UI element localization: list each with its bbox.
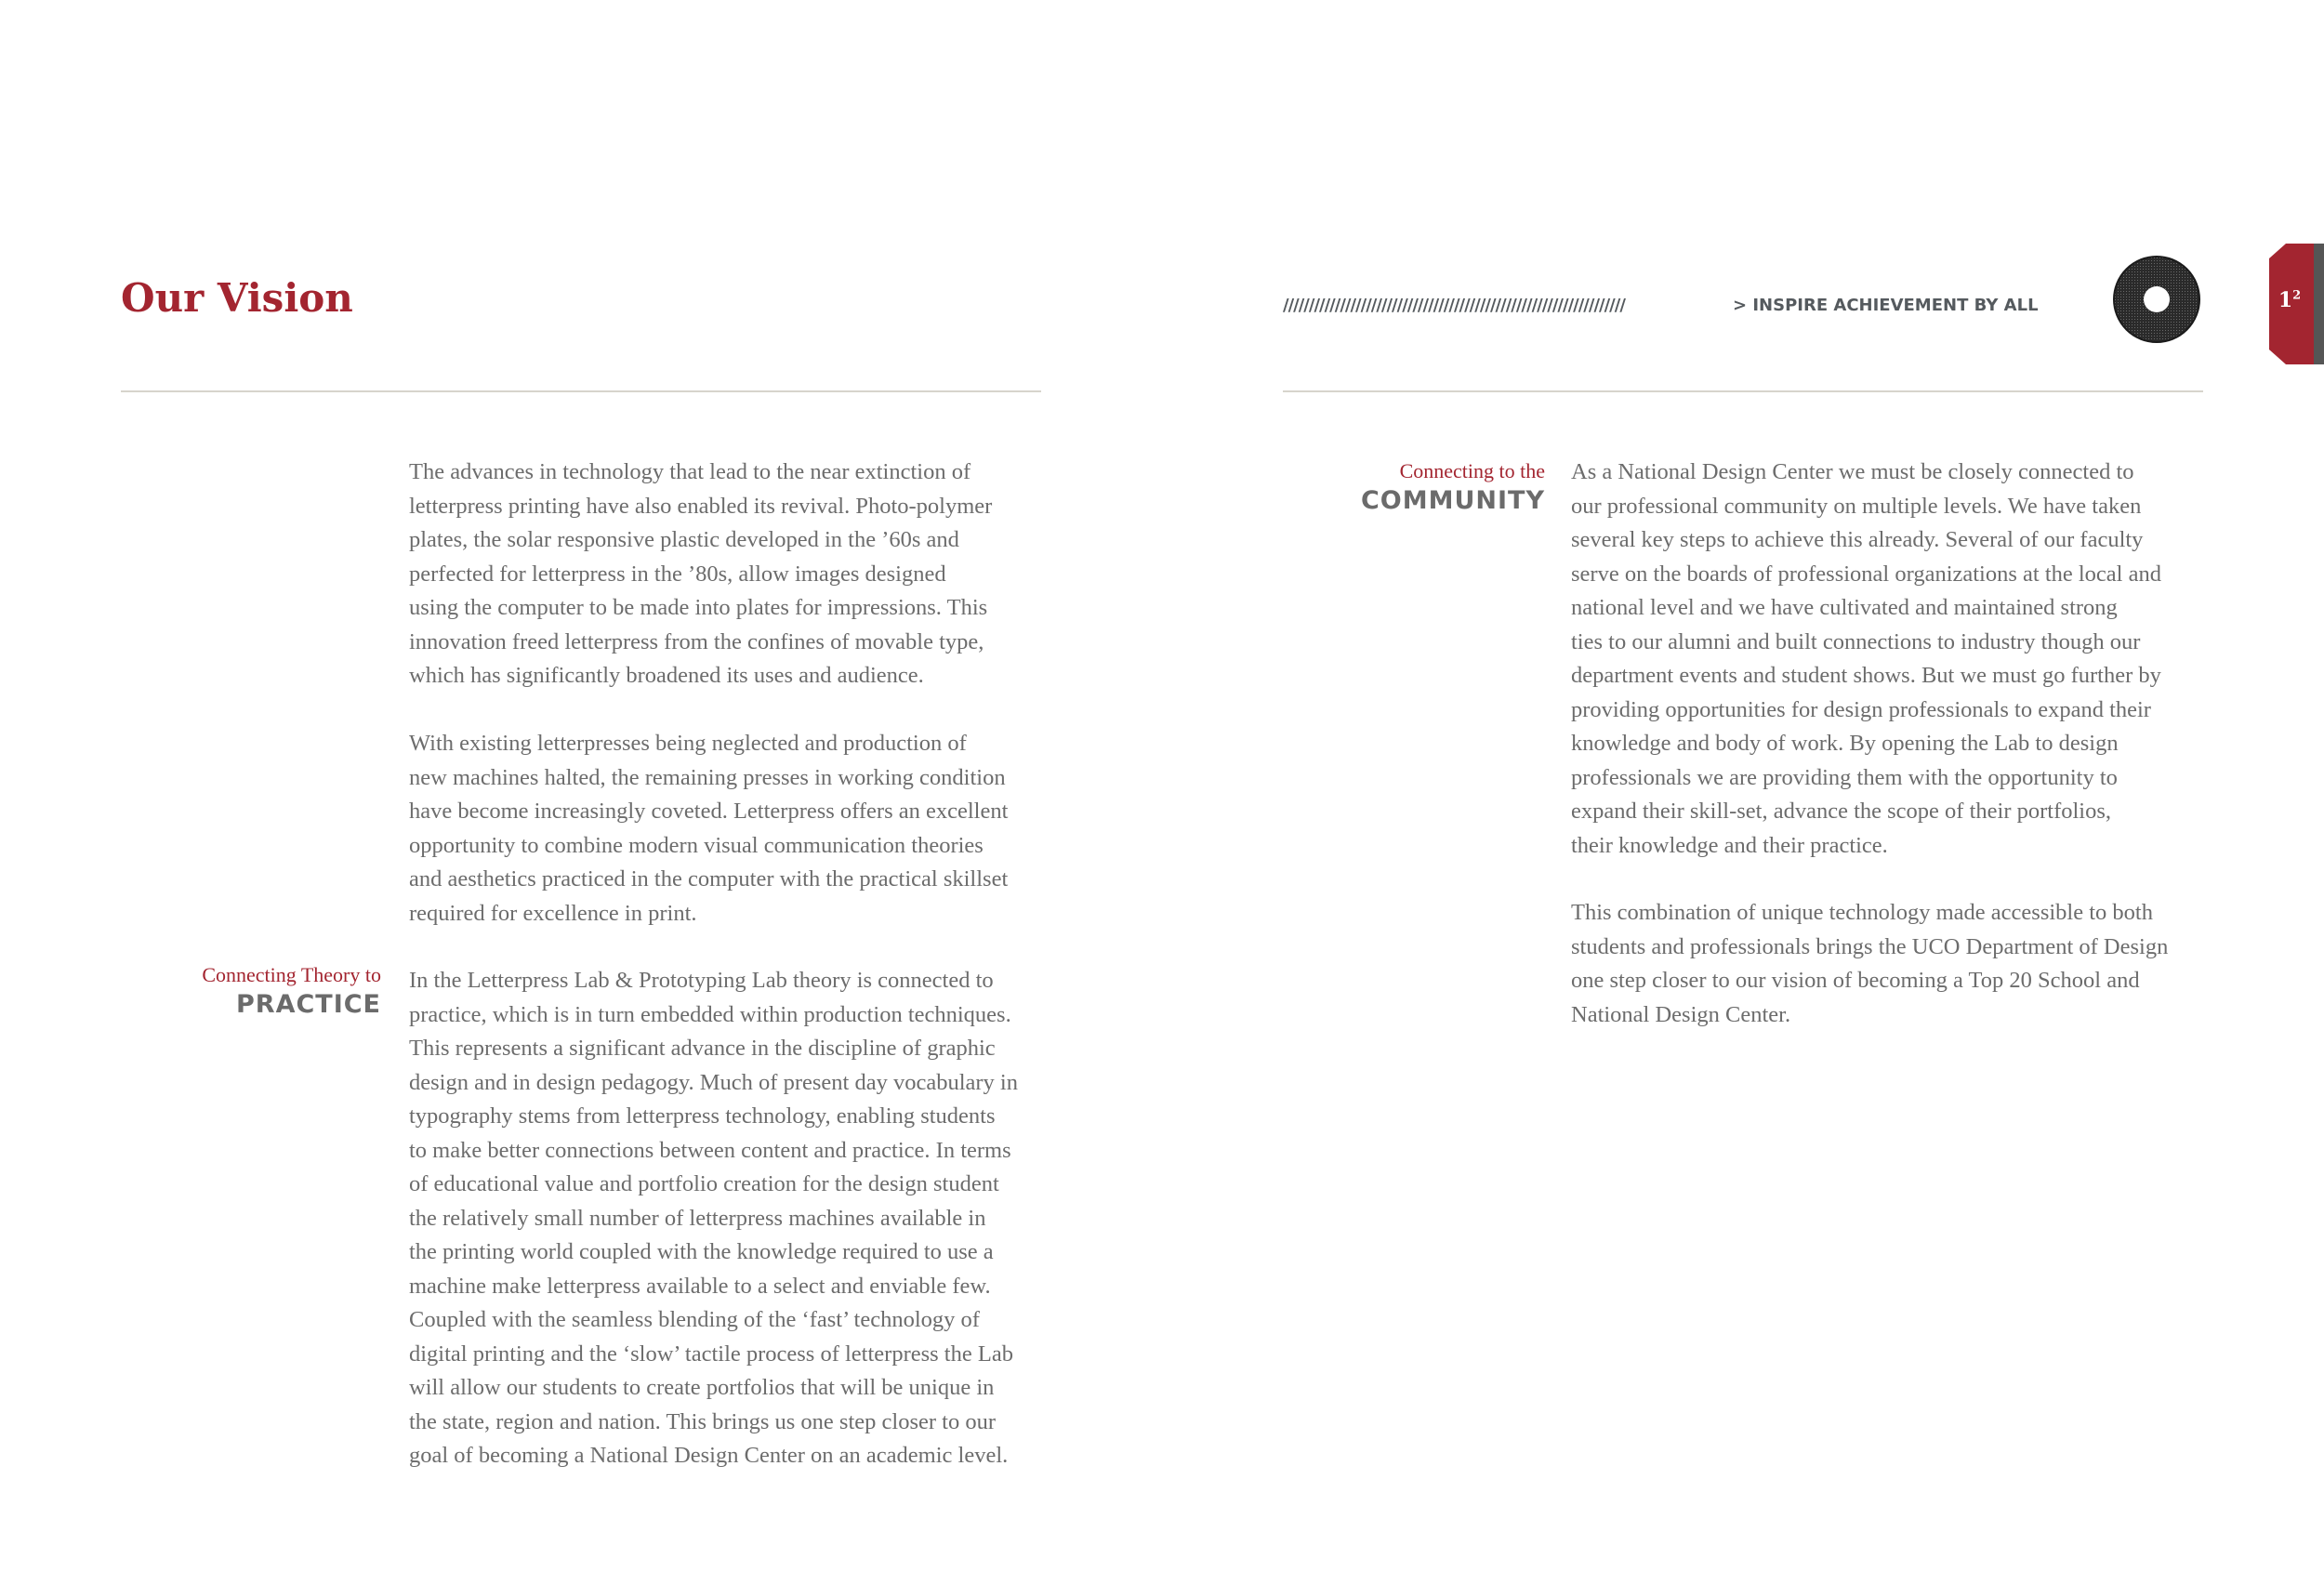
practice-heading-big: PRACTICE <box>235 990 381 1019</box>
community-heading-big: COMMUNITY <box>1360 486 1545 515</box>
practice-heading-small: Connecting Theory to <box>202 963 381 986</box>
community-heading-small: Connecting to the <box>1399 459 1545 482</box>
page-number: $1^2$ <box>2278 288 2302 312</box>
left-paragraph-3: In the Letterpress Lab & Prototyping Lab theory is connected to practice, which is in turn embedded within production techniques. This represents a significant advance in the discipline of graphic design and in design pedagogy. Much of present day vocabulary in typography stems from letterpress technology, enabling students to make better connections between content and practice. In terms of educational value and portfolio creation for the design student the relatively small number of letterpress machines available in the printing world coupled with the knowledge required to use a machine make letterpress available to a select and enviable few. Coupled with the seamless blending of the ‘fast’ technology of digital printing and the ‘slow’ tactile process of letterpress the Lab will allow our students to create portfolios that will be unique in the state, region and nation. This brings us one step closer to our goal of becoming a National Design Center on an academic level. <box>409 968 1018 1468</box>
page-title: Our Vision <box>121 275 353 321</box>
right-paragraph-1: As a National Design Center we must be closely connected to our professional community on multiple levels. We have taken several key steps to achieve this already. Several of our faculty serve on the boards of professional organizations at the local and national level and we have cultivated and maintained strong ties to our alumni and built connections to industry though our department events and student shows. But we must go further by providing opportunities for design professionals to expand their knowledge and body of work. By opening the Lab to design professionals we are providing them with the opportunity to expand their skill-set, advance the scope of their portfolios, their knowledge and their practice. <box>1571 459 2161 858</box>
header-rule-left <box>121 390 1041 392</box>
community-side-heading <box>1361 457 1545 517</box>
practice-side-heading <box>202 961 381 1021</box>
header-rule-right <box>1283 390 2203 392</box>
right-paragraph-2: This combination of unique technology made accessible to both students and professionals brings the UCO Department of Design one step closer to our vision of becoming a Top 20 School and National Design Center. <box>1571 900 2169 1027</box>
decorative-slashes: ////////////////////////////////////////////////////////////////// <box>1283 296 1625 315</box>
left-paragraph-1: The advances in technology that lead to the near extinction of letterpress printing have also enabled its revival. Photo-polymer plates, the solar responsive plastic developed in the ’60s and perfected for letterpress in the ’80s, allow images designed using the computer to be made into plates for impressions. This innovation freed letterpress from the confines of movable type, which has significantly broadened its uses and audience. <box>409 459 993 688</box>
letterpress-ring-icon <box>2112 255 2201 344</box>
motto-text: > INSPIRE ACHIEVEMENT BY ALL <box>1733 296 2039 315</box>
left-paragraph-2: With existing letterpresses being neglected and production of new machines halted, the remaining presses in working condition have become increasingly coveted. Letterpress offers an excellent opportunity to combine modern visual communication theories and aesthetics practiced in the computer with the practical skillset required for excellence in print. <box>409 731 1009 926</box>
